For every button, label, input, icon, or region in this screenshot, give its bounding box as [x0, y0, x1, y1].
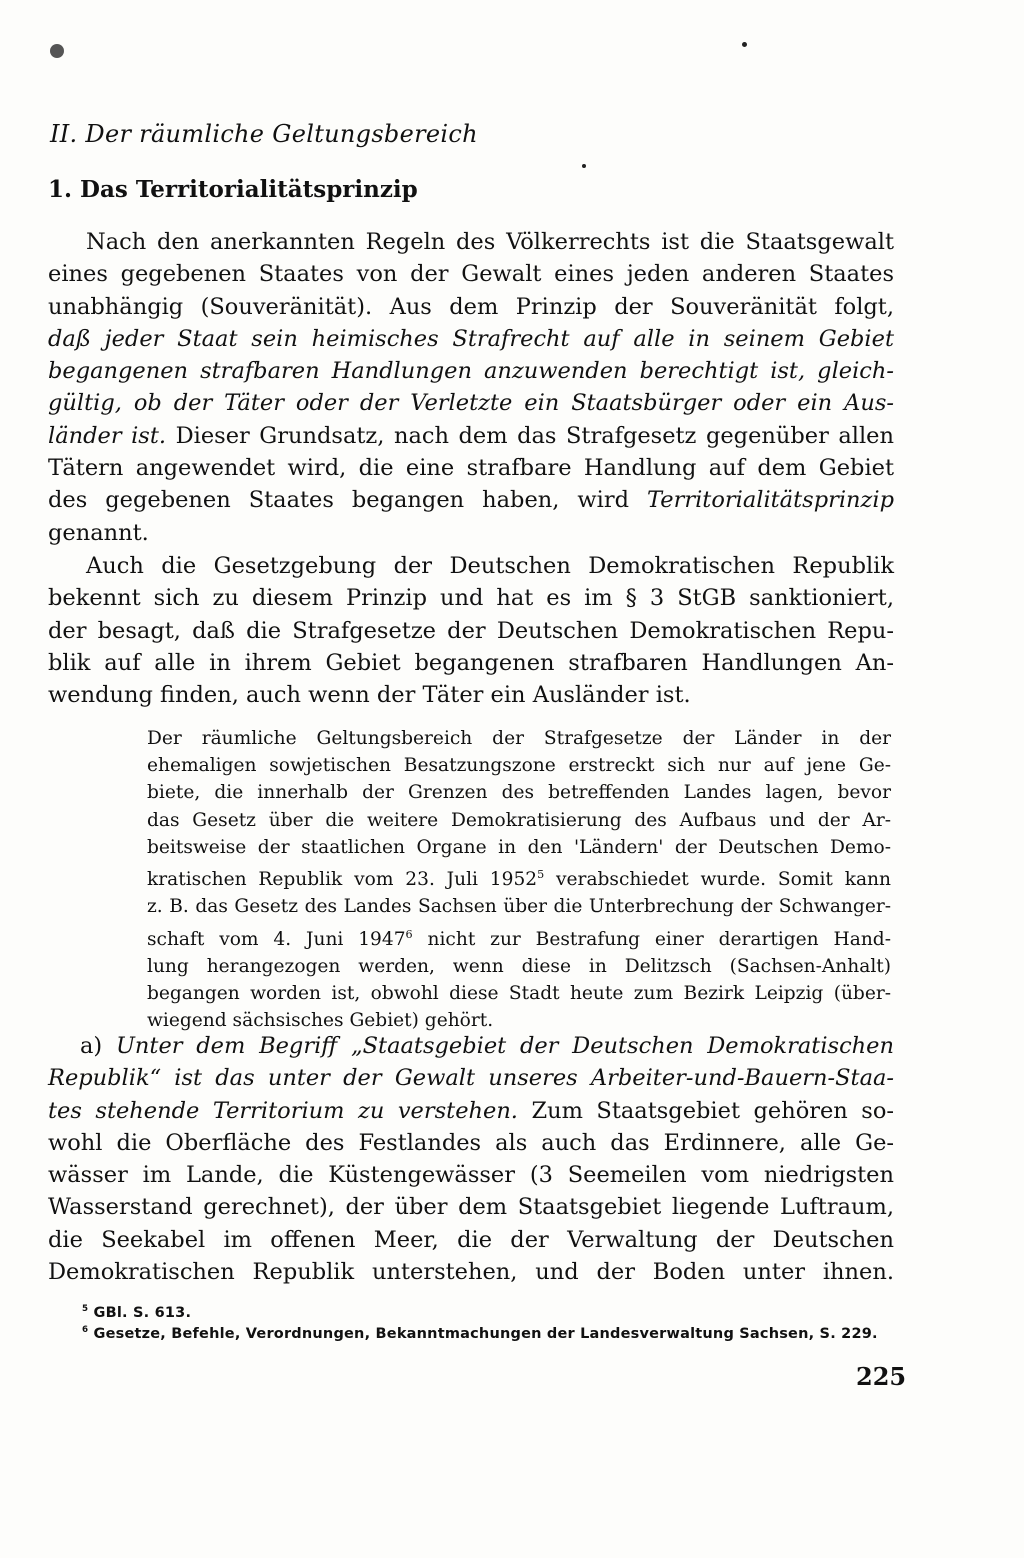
text-line: genannt.	[48, 519, 149, 546]
text-line	[48, 420, 894, 452]
text-line: Wasserstand gerechnet), der über dem Staatsgebiet liegende Luftraum,	[48, 1194, 894, 1221]
text-segment: Dieser Grundsatz, nach dem das Strafgesetz gegenüber allen	[166, 422, 894, 449]
text-line	[147, 861, 891, 893]
text-segment: verabschiedet wurde. Somit kann	[544, 869, 892, 891]
paragraph-territoriality	[48, 226, 894, 549]
text-line: z. B. das Gesetz des Landes Sachsen über die Unterbrechung der Schwanger-	[147, 896, 891, 918]
text-line: das Gesetz über die weitere Demokratisierung des Aufbaus und der Ar-	[147, 809, 891, 831]
scan-speck	[50, 44, 64, 58]
text-line: bekennt sich zu diesem Prinzip und hat es im § 3 StGB sanktioniert,	[48, 585, 894, 612]
text-line: wässer im Lande, die Küstengewässer (3 Seemeilen vom niedrigsten	[48, 1162, 894, 1189]
text-segment: des gegebenen Staates begangen haben, wird	[48, 487, 648, 514]
footnote-marker: 5	[82, 1304, 89, 1314]
footnote-marker: 6	[82, 1325, 89, 1335]
text-segment: Zum Staatsgebiet gehören so-	[517, 1097, 894, 1124]
text-line	[48, 323, 894, 355]
text-line: Demokratischen Republik unterstehen, und der Boden unter ihnen.	[48, 1259, 894, 1286]
footnote-ref: 6	[405, 927, 413, 941]
small-print-note	[147, 725, 891, 1035]
text-segment: schaft vom 4. Juni 1947	[147, 928, 406, 950]
text-segment: a)	[80, 1033, 116, 1059]
text-line	[48, 1062, 894, 1094]
text-line	[147, 921, 891, 953]
text-line	[48, 387, 894, 419]
footnote-5	[82, 1304, 191, 1321]
text-line	[48, 484, 894, 516]
text-line: eines gegebenen Staates von der Gewalt eines jeden anderen Staates	[48, 261, 894, 288]
italic-text: Unter dem Begriff „Staatsgebiet der Deutschen Demokratischen	[115, 1033, 894, 1059]
text-line: wiegend sächsisches Gebiet) gehört.	[147, 1010, 494, 1032]
text-segment: kratischen Republik vom 23. Juli 1952	[147, 869, 538, 891]
page-number: 225	[856, 1362, 907, 1391]
italic-text: Republik“ ist das unter der Gewalt unseres Arbeiter-und-Bauern-Staa-	[48, 1065, 894, 1092]
text-line: die Seekabel im offenen Meer, die der Verwaltung der Deutschen	[48, 1226, 894, 1253]
italic-text: tes stehende Territorium zu verstehen.	[48, 1097, 518, 1124]
text-line: beitsweise der staatlichen Organe in den 'Ländern' der Deutschen Demo-	[147, 836, 891, 858]
text-line: Nach den anerkannten Regeln des Völkerrechts ist die Staatsgewalt	[86, 229, 894, 255]
text-segment: nicht zur Bestrafung einer derartigen Hand-	[412, 928, 891, 950]
text-line: Der räumliche Geltungsbereich der Strafgesetze der Länder in der	[147, 728, 891, 749]
footnote-6	[82, 1325, 878, 1342]
italic-term: Territorialitätsprinzip	[647, 487, 894, 514]
text-line	[48, 355, 894, 387]
italic-text: daß jeder Staat sein heimisches Strafrecht auf alle in seinem Gebiet	[48, 325, 894, 352]
text-line: wendung finden, auch wenn der Täter ein Ausländer ist.	[48, 682, 691, 709]
text-line: der besagt, daß die Strafgesetze der Deutschen Demokratischen Repu-	[48, 617, 894, 644]
footnote-ref: 5	[537, 868, 545, 882]
text-line	[48, 1030, 894, 1062]
text-line: biete, die innerhalb der Grenzen des betreffenden Landes lagen, bevor	[147, 782, 891, 804]
text-line: blik auf alle in ihrem Gebiet begangenen strafbaren Handlungen An-	[48, 649, 894, 676]
text-line: begangen worden ist, obwohl diese Stadt heute zum Bezirk Leipzig (über-	[147, 983, 891, 1005]
text-line: unabhängig (Souveränität). Aus dem Prinzip der Souveränität folgt,	[48, 293, 894, 320]
text-line: lung herangezogen werden, wenn diese in Delitzsch (Sachsen-Anhalt)	[147, 956, 891, 977]
italic-text: begangenen strafbaren Handlungen anzuwenden berechtigt ist, gleich-	[48, 358, 894, 385]
paragraph-state-territory	[48, 1030, 894, 1288]
section-heading: II. Der räumliche Geltungsbereich	[50, 120, 478, 148]
scan-speck	[582, 164, 586, 168]
text-line: ehemaligen sowjetischen Besatzungszone erstreckt sich nur auf jene Ge-	[147, 755, 891, 777]
scan-speck	[742, 42, 747, 47]
footnote-text: GBl. S. 613.	[93, 1304, 192, 1321]
text-line: Tätern angewendet wird, die eine strafbare Handlung auf dem Gebiet	[48, 455, 894, 482]
text-line	[48, 1095, 894, 1127]
footnote-text: Gesetze, Befehle, Verordnungen, Bekanntmachungen der Landesverwaltung Sachsen, S. 229.	[93, 1325, 878, 1342]
italic-text: länder ist.	[48, 422, 167, 449]
italic-text: gültig, ob der Täter oder der Verletzte ein Staatsbürger oder ein Aus-	[48, 390, 894, 417]
paragraph-ddr-law	[48, 550, 894, 711]
text-line: Auch die Gesetzgebung der Deutschen Demokratischen Republik	[86, 553, 894, 579]
text-line: wohl die Oberfläche des Festlandes als auch das Erdinnere, alle Ge-	[48, 1129, 894, 1156]
subsection-heading: 1. Das Territorialitätsprinzip	[48, 176, 418, 203]
